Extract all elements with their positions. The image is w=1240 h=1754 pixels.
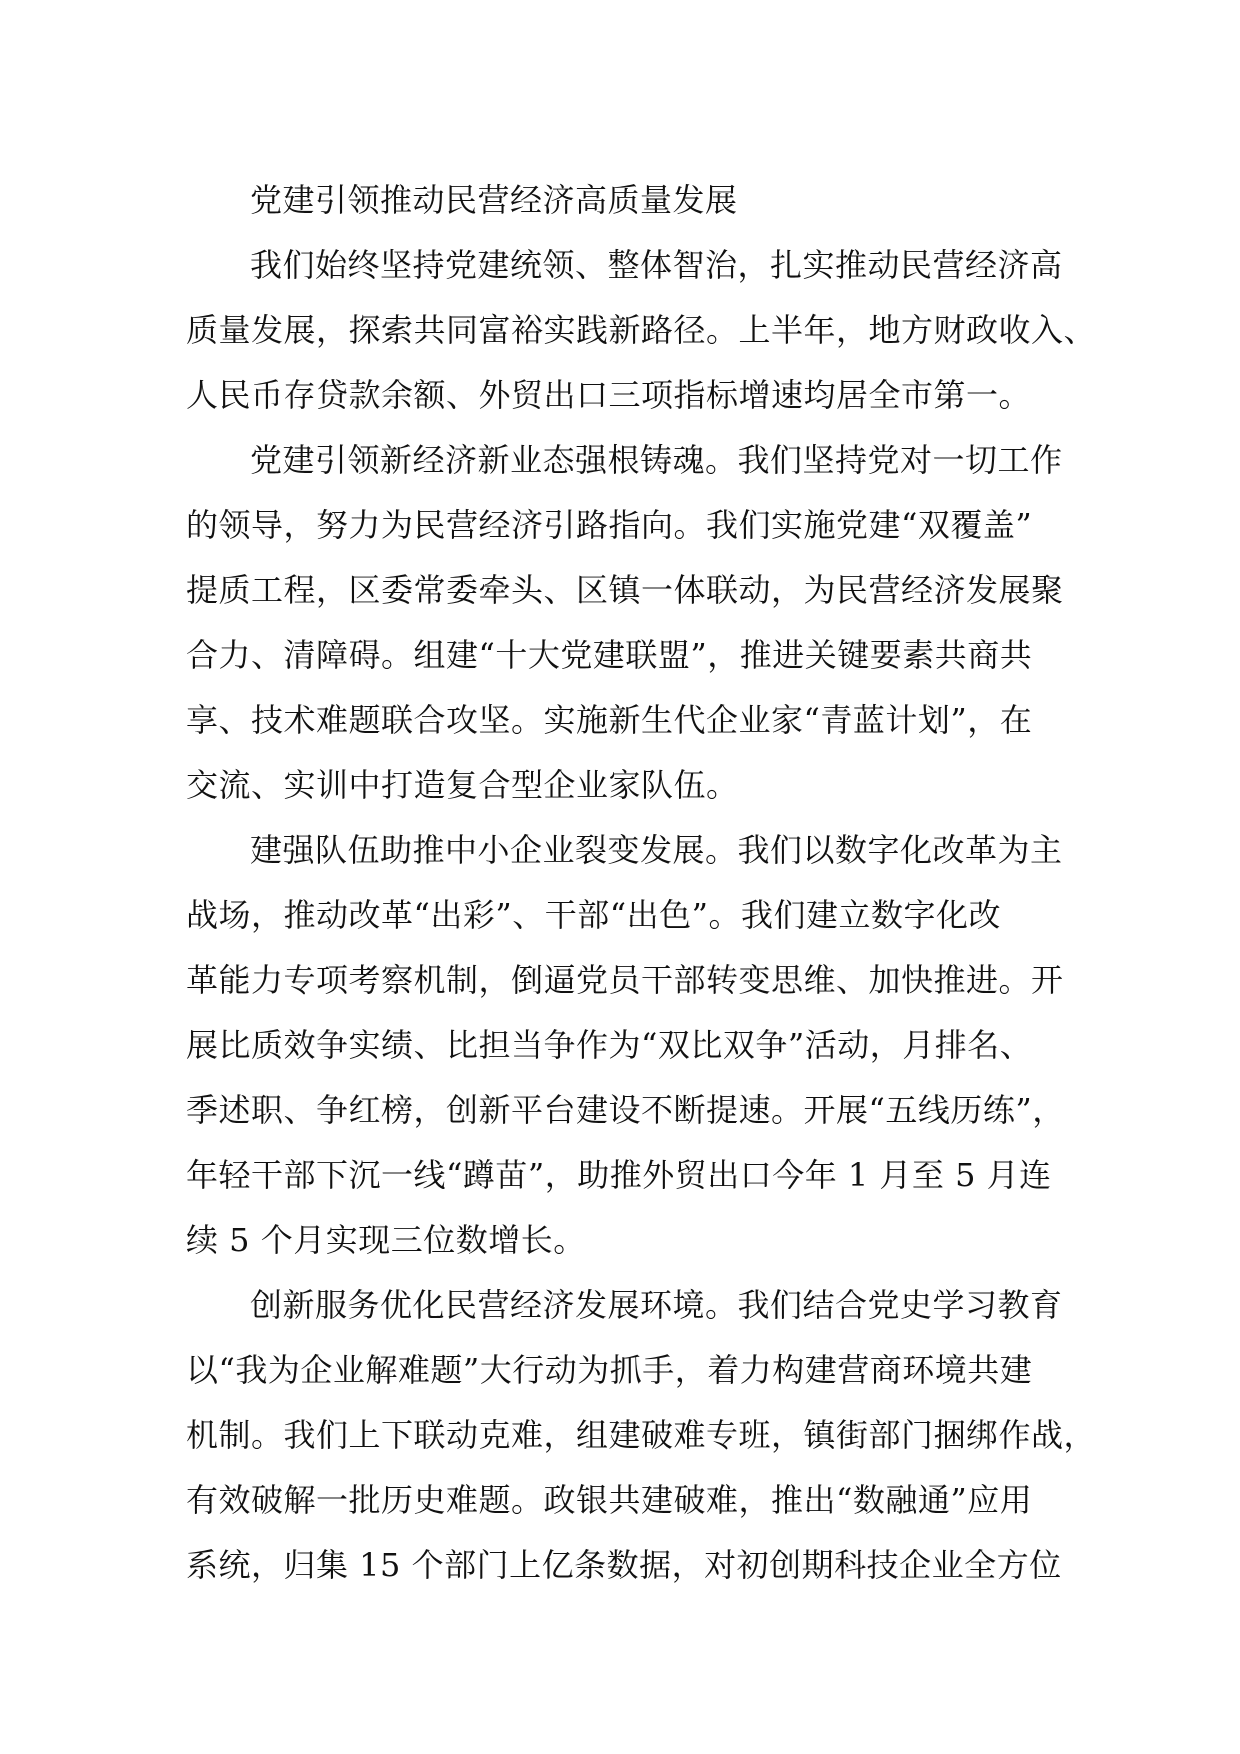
- paragraph-line: 我们始终坚持党建统领、整体智治，扎实推动民营经济高: [250, 246, 1063, 284]
- paragraph-line: 战场，推动改革“出彩”、干部“出色”。我们建立数字化改: [186, 896, 1001, 934]
- paragraph-line: 合力、清障碍。组建“十大党建联盟”，推进关键要素共商共: [186, 636, 1033, 674]
- paragraph-line: 建强队伍助推中小企业裂变发展。我们以数字化改革为主: [250, 831, 1063, 869]
- paragraph-line: 交流、实训中打造复合型企业家队伍。: [186, 766, 739, 804]
- document-body: [186, 168, 1097, 1598]
- paragraph-line: 的领导，努力为民营经济引路指向。我们实施党建“双覆盖”: [186, 506, 1033, 544]
- paragraph-line: 革能力专项考察机制，倒逼党员干部转变思维、加快推进。开: [186, 961, 1064, 999]
- paragraph-line: 系统，归集 15 个部门上亿条数据，对初创期科技企业全方位: [186, 1546, 1062, 1584]
- document-title: 党建引领推动民营经济高质量发展: [250, 181, 738, 219]
- paragraph-line: 有效破解一批历史难题。政银共建破难，推出“数融通”应用: [186, 1481, 1033, 1519]
- paragraph-line: 展比质效争实绩、比担当争作为“双比双争”活动，月排名、: [186, 1026, 1033, 1064]
- paragraph-line: 年轻干部下沉一线“蹲苗”，助推外贸出口今年 1 月至 5 月连: [186, 1156, 1052, 1194]
- paragraph-line: 质量发展，探索共同富裕实践新路径。上半年，地方财政收入、: [186, 311, 1097, 349]
- paragraph-line: 享、技术难题联合攻坚。实施新生代企业家“青蓝计划”，在: [186, 701, 1033, 739]
- paragraph-line: 续 5 个月实现三位数增长。: [186, 1221, 586, 1259]
- paragraph-line: 季述职、争红榜，创新平台建设不断提速。开展“五线历练”，: [186, 1091, 1065, 1129]
- paragraph-line: 创新服务优化民营经济发展环境。我们结合党史学习教育: [250, 1286, 1063, 1324]
- paragraph-line: 人民币存贷款余额、外贸出口三项指标增速均居全市第一。: [186, 376, 1032, 414]
- paragraph-line: 以“我为企业解难题”大行动为抓手，着力构建营商环境共建: [186, 1351, 1033, 1389]
- paragraph-line: 提质工程，区委常委牵头、区镇一体联动，为民营经济发展聚: [186, 571, 1064, 609]
- paragraph-line: 机制。我们上下联动克难，组建破难专班，镇街部门捆绑作战，: [186, 1416, 1097, 1454]
- paragraph-line: 党建引领新经济新业态强根铸魂。我们坚持党对一切工作: [250, 441, 1063, 479]
